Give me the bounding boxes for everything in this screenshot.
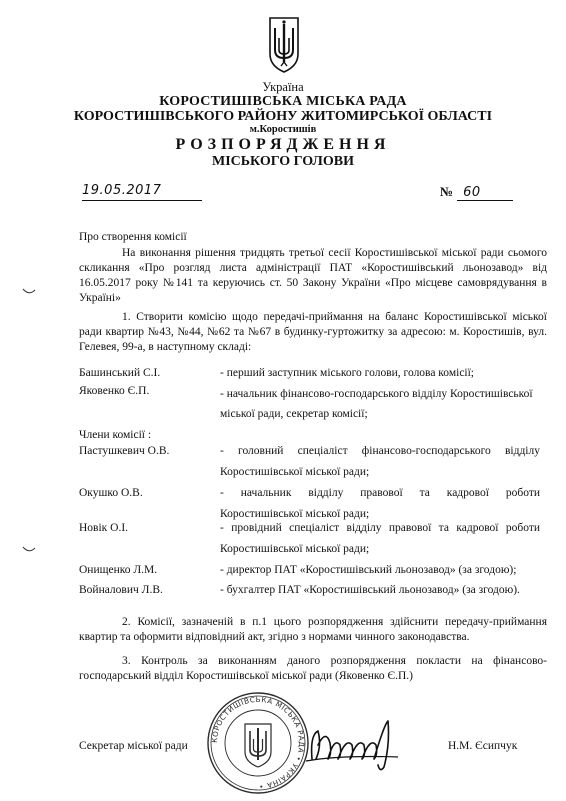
- members-label: Члени комісії :: [79, 429, 152, 441]
- commission-secretary-name: Яковенко Є.П.: [79, 385, 150, 397]
- date-value: 19.05.2017: [82, 183, 162, 198]
- member-name: Онищенко Л.М.: [79, 564, 158, 576]
- city-label: м.Коростишів: [249, 124, 317, 135]
- signatory-name: Н.М. Єсипчук: [448, 740, 518, 752]
- member-role-line1: - бухгалтер ПАТ «Коростишівський льонозавод» (за згодою).: [220, 584, 520, 596]
- member-name: Пастушкевич О.В.: [79, 445, 170, 457]
- district-title: КОРОСТИШІВСЬКОГО РАЙОНУ ЖИТОМИРСЬКОЇ ОБЛАСТІ: [73, 109, 493, 124]
- council-title: КОРОСТИШІВСЬКА МІСЬКА РАДА: [159, 94, 407, 109]
- item-2-paragraph: 2. Комісії, зазначеній в п.1 цього розпорядження здійснити передачу-приймання квартир та оформити відповідний акт, згідно з нормами чинного законодавства.: [79, 616, 547, 643]
- margin-mark: [22, 542, 36, 552]
- member-role-line1: - головний спеціаліст фінансово-господарського відділу: [220, 445, 540, 457]
- document-number: [440, 183, 520, 200]
- member-role-line1: - директор ПАТ «Коростишівський льонозавод» (за згодою);: [220, 564, 517, 576]
- country-label: Україна: [262, 80, 304, 94]
- signatory-position: Секретар міської ради: [79, 740, 188, 752]
- document-subtype: МІСЬКОГО ГОЛОВИ: [212, 154, 354, 169]
- commission-secretary-role: - начальник фінансово-господарського відділу Коростишівської міської ради, секретар комісії;: [220, 388, 533, 420]
- member-role-line2: Коростишівської міської ради;: [220, 466, 370, 478]
- subject-line: Про створення комісії: [79, 231, 187, 243]
- commission-head-role: - перший заступник міського голови, голова комісії;: [220, 367, 475, 379]
- member-role-line2: Коростишівської міської ради;: [220, 543, 370, 555]
- member-role-line2: Коростишівської міської ради;: [220, 508, 370, 520]
- number-prefix: №: [440, 184, 454, 199]
- number-value: 60: [457, 185, 513, 201]
- item-3-paragraph: 3. Контроль за виконанням даного розпорядження покласти на фінансово-господарський відділ Коростишівської міської ради (Яковенко Є.П.): [79, 655, 547, 682]
- member-name: Новік О.І.: [79, 522, 129, 534]
- stamp-trident-icon: [245, 724, 271, 767]
- document-type: РОЗПОРЯДЖЕННЯ: [175, 136, 391, 153]
- member-role-line1: - провідний спеціаліст відділу правової та кадрової роботи: [220, 522, 540, 534]
- handwritten-signature: [300, 715, 410, 775]
- preamble-paragraph: На виконання рішення тридцять третьої сесії Коростишівської міської ради сьомого скликання «Про розгляд листа адміністрації ПАТ «Коростишівський льонозавод» від 16.05.2017 року №141 та керуючись ст. 50 Закону України «Про місцеве самоврядування в Україні»: [79, 247, 547, 304]
- item-1-paragraph: 1. Створити комісію щодо передачі-приймання на баланс Коростишівської міської ради квартир №43, №44, №62 та №67 в будинку-гуртожитку за адресою: м. Коростишів, вул. Гелевея, 99-а, в наступному складі:: [79, 311, 547, 353]
- commission-head-name: Башинський С.І.: [79, 367, 161, 379]
- member-name: Окушко О.В.: [79, 487, 143, 499]
- member-role-line1: - начальник відділу правової та кадрової роботи: [220, 487, 540, 499]
- coat-of-arms-icon: [268, 16, 300, 74]
- stamp-ring-text: КОРОСТИШІВСЬКА МІСЬКА РАДА • УКРАЇНА •: [209, 694, 307, 792]
- document-date: [82, 183, 202, 201]
- member-name: Войналович Л.В.: [79, 584, 163, 596]
- margin-mark: [22, 284, 36, 294]
- official-stamp: [205, 690, 311, 796]
